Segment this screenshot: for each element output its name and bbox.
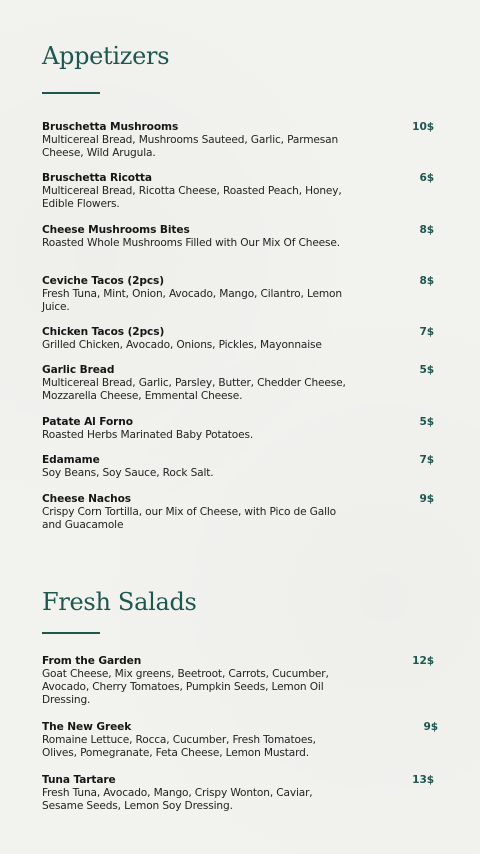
- menu-item: [42, 326, 434, 352]
- menu-item-name: Garlic Bread: [42, 364, 115, 376]
- menu-item-price: 8$: [419, 275, 434, 287]
- salads-section: [42, 590, 442, 634]
- menu-item-name: From the Garden: [42, 655, 142, 667]
- menu-item-price: 9$: [419, 493, 434, 505]
- menu-item: [42, 493, 434, 532]
- menu-item: [42, 224, 434, 250]
- menu-item-price: 5$: [419, 364, 434, 376]
- menu-item-name: Bruschetta Mushrooms: [42, 121, 179, 133]
- menu-item-price: 7$: [419, 454, 434, 466]
- menu-item-description: Goat Cheese, Mix greens, Beetroot, Carrots, Cucumber, Avocado, Cherry Tomatoes, Pumpkin Seeds, Lemon Oil Dressing.: [42, 668, 329, 706]
- menu-item-description: Fresh Tuna, Avocado, Mango, Crispy Wonton, Caviar, Sesame Seeds, Lemon Soy Dressing.: [42, 787, 313, 812]
- menu-item-name: Bruschetta Ricotta: [42, 172, 152, 184]
- menu-item-name: Tuna Tartare: [42, 774, 116, 786]
- appetizers-section: [42, 44, 442, 94]
- menu-item-description: Roasted Whole Mushrooms Filled with Our Mix Of Cheese.: [42, 237, 341, 249]
- menu-item: [42, 416, 434, 442]
- menu-item-description: Multicereal Bread, Ricotta Cheese, Roasted Peach, Honey, Edible Flowers.: [42, 185, 342, 210]
- menu-item-name: Edamame: [42, 454, 100, 466]
- menu-item-name: Patate Al Forno: [42, 416, 133, 428]
- menu-item-name: Ceviche Tacos (2pcs): [42, 275, 164, 287]
- menu-item-name: Cheese Nachos: [42, 493, 131, 505]
- menu-item: [42, 364, 434, 403]
- menu-item: [42, 454, 434, 480]
- menu-item-description: Crispy Corn Tortilla, our Mix of Cheese, with Pico de Gallo and Guacamole: [42, 506, 337, 531]
- appetizers-title: Appetizers: [42, 42, 170, 70]
- menu-item: [42, 721, 438, 760]
- menu-item-price: 8$: [419, 224, 434, 236]
- menu-item: [42, 172, 434, 211]
- menu-item-price: 10$: [412, 121, 434, 133]
- menu-item: [42, 774, 434, 813]
- menu-item-description: Romaine Lettuce, Rocca, Cucumber, Fresh Tomatoes, Olives, Pomegranate, Feta Cheese, Lemon Mustard.: [42, 734, 316, 759]
- menu-item: [42, 121, 434, 160]
- menu-item-price: 6$: [419, 172, 434, 184]
- menu-item-price: 7$: [419, 326, 434, 338]
- menu-item-description: Multicereal Bread, Garlic, Parsley, Butter, Chedder Cheese, Mozzarella Cheese, Emmental Cheese.: [42, 377, 346, 402]
- menu-item: [42, 655, 434, 707]
- menu-item: [42, 275, 434, 314]
- menu-item-price: 13$: [412, 774, 434, 786]
- salads-title: Fresh Salads: [42, 588, 197, 616]
- menu-item-description: Roasted Herbs Marinated Baby Potatoes.: [42, 429, 254, 441]
- menu-item-name: The New Greek: [42, 721, 132, 733]
- appetizers-title-rule: [42, 92, 100, 94]
- menu-item-description: Grilled Chicken, Avocado, Onions, Pickles, Mayonnaise: [42, 339, 322, 351]
- salads-title-rule: [42, 632, 100, 634]
- menu-item-name: Chicken Tacos (2pcs): [42, 326, 165, 338]
- menu-item-price: 9$: [423, 721, 438, 733]
- menu-item-description: Soy Beans, Soy Sauce, Rock Salt.: [42, 467, 214, 479]
- menu-item-price: 12$: [412, 655, 434, 667]
- menu-item-description: Multicereal Bread, Mushrooms Sauteed, Garlic, Parmesan Cheese, Wild Arugula.: [42, 134, 339, 159]
- menu-item-description: Fresh Tuna, Mint, Onion, Avocado, Mango, Cilantro, Lemon Juice.: [42, 288, 342, 313]
- menu-item-name: Cheese Mushrooms Bites: [42, 224, 190, 236]
- menu-item-price: 5$: [419, 416, 434, 428]
